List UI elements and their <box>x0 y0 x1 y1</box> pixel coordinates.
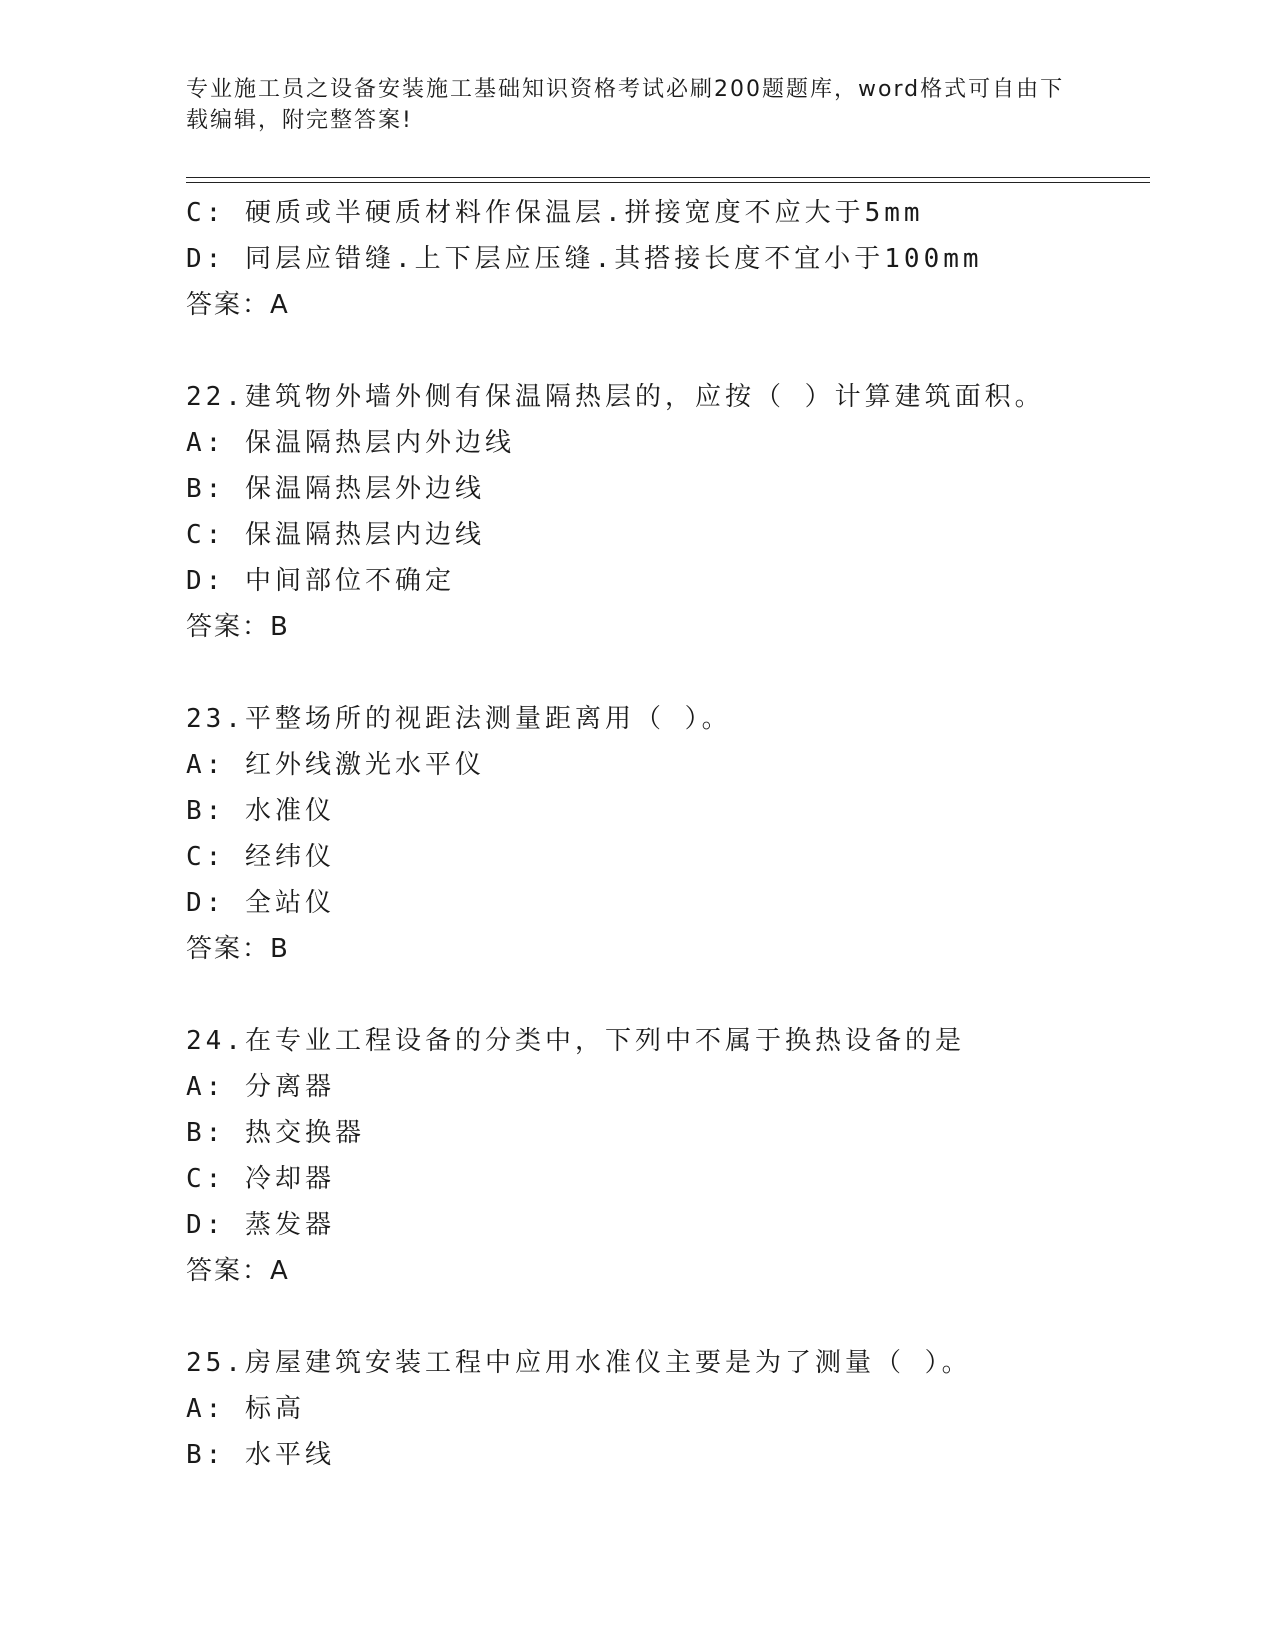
spacer <box>186 1294 1150 1340</box>
header-divider-top <box>186 177 1150 178</box>
header-divider-bottom <box>186 182 1150 183</box>
option-c: C: 硬质或半硬质材料作保温层.拼接宽度不应大于5mm <box>186 198 924 228</box>
option-c: C: 经纬仪 <box>186 842 335 872</box>
question-text: 25.房屋建筑安装工程中应用水准仪主要是为了测量（ ）。 <box>186 1348 972 1378</box>
answer-line: 答案：A <box>186 1256 290 1286</box>
header-title: 专业施工员之设备安装施工基础知识资格考试必刷200题题库，word格式可自由下载编辑，附完整答案! <box>186 77 1065 133</box>
option-b: B: 水平线 <box>186 1440 335 1470</box>
spacer <box>186 650 1150 696</box>
option-d: D: 中间部位不确定 <box>186 566 455 596</box>
option-a: A: 保温隔热层内外边线 <box>186 428 515 458</box>
option-c: C: 冷却器 <box>186 1164 335 1194</box>
question-text: 23.平整场所的视距法测量距离用（ ）。 <box>186 704 732 734</box>
option-b: B: 热交换器 <box>186 1118 365 1148</box>
question-block-22 <box>186 374 1150 650</box>
spacer <box>186 972 1150 1018</box>
option-c: C: 保温隔热层内边线 <box>186 520 485 550</box>
answer-line: 答案：A <box>186 290 290 320</box>
document-header <box>186 74 1086 136</box>
option-b: B: 保温隔热层外边线 <box>186 474 485 504</box>
option-d: D: 全站仪 <box>186 888 335 918</box>
option-a: A: 标高 <box>186 1394 305 1424</box>
question-block-23 <box>186 696 1150 972</box>
answer-line: 答案：B <box>186 934 290 964</box>
question-block-25 <box>186 1340 1150 1478</box>
option-a: A: 红外线激光水平仪 <box>186 750 485 780</box>
answer-line: 答案：B <box>186 612 290 642</box>
option-d: D: 蒸发器 <box>186 1210 335 1240</box>
question-text: 24.在专业工程设备的分类中，下列中不属于换热设备的是 <box>186 1026 965 1056</box>
option-d: D: 同层应错缝.上下层应压缝.其搭接长度不宜小于100mm <box>186 244 983 274</box>
question-block-24 <box>186 1018 1150 1294</box>
option-b: B: 水准仪 <box>186 796 335 826</box>
question-block-21 <box>186 190 1150 328</box>
spacer <box>186 328 1150 374</box>
question-text: 22.建筑物外墙外侧有保温隔热层的，应按（ ）计算建筑面积。 <box>186 382 1045 412</box>
question-list <box>186 190 1150 1478</box>
option-a: A: 分离器 <box>186 1072 335 1102</box>
